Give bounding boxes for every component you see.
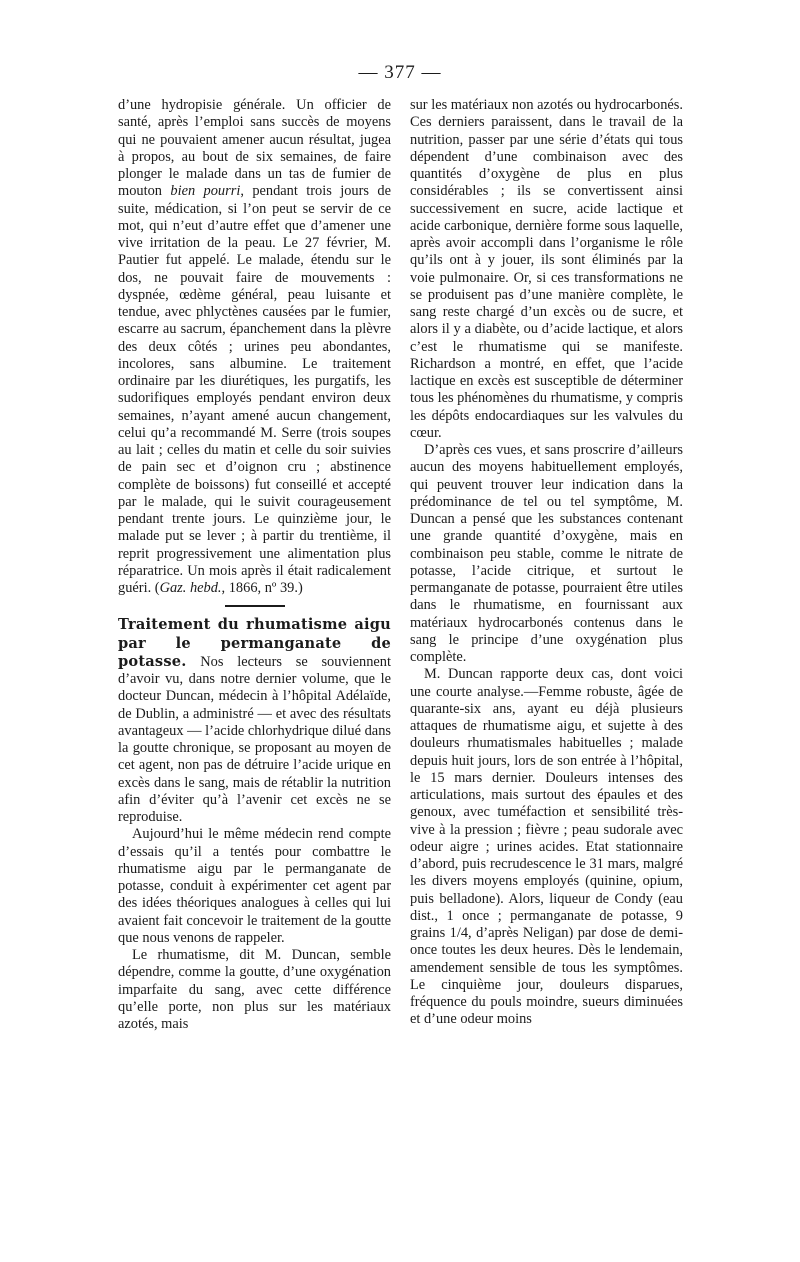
paragraph-hydropisie	[118, 97, 391, 597]
right-column	[410, 97, 683, 1029]
paragraph-cas-clinique: M. Duncan rapporte deux cas, dont voici une courte analyse.—Femme robuste, âgée de quarante-six ans, ayant eu déjà plusieurs attaques de rhumatisme aigu, et sujette à des douleurs rhumatismales habituelles ; malade depuis huit jours, lors de son entrée à l’hôpital, le 15 mars dernier. Douleurs intenses des articulations, mais surtout des épaules et des genoux, avec tuméfaction et sensibilité très-vive à la pression ; fièvre ; peau sudorale avec odeur aigre ; urines acides. Etat stationnaire d’abord, puis recrudescence le 31 mars, malgré les divers moyens employés (quinine, opium, puis belladone). Alors, liqueur de Condy (eau dist., 1 once ; permanganate de potasse, 9 grains 1/4, d’après Neligan) par dose de demi-once toutes les deux heures. Dès le lendemain, amendement sensible de tous les symptômes. Le cinquième jour, douleurs disparues, fréquence du pouls moindre, sueurs diminuées et d’une odeur moins	[410, 666, 683, 1028]
page-number: — 377 —	[358, 62, 442, 83]
citation-journal: Gaz. hebd.	[159, 580, 222, 596]
paragraph-hydrocarbones: sur les matériaux non azotés ou hydrocarbonés. Ces derniers paraissent, dans le travail de la nutrition, passer par une série d’états qui tous dépendent d’une combinaison avec des quantités d’oxygène de plus en plus considérables ; ils se convertissent ainsi successivement en sucre, acide lactique et acide carbonique, dernière forme sous laquelle, après avoir accompli dans l’organisme le rôle qu’ils ont à y jouer, ils sont éliminés par la voie pulmonaire. Or, si ces transformations ne se produisent pas d’une manière complète, le sang reste chargé d’un excès ou de sucre, et alors il y a diabète, ou d’acide lactique, et alors c’est le rhumatisme qui se manifeste. Richardson a montré, en effet, que l’acide lactique en excès est susceptible de déterminer tous les phénomènes du rhumatisme, y compris les dépôts endocardiaques sur les valvules du cœur.	[410, 97, 683, 441]
citation-details: , 1866, nº 39.)	[221, 580, 303, 596]
divider-rule	[225, 605, 285, 607]
paragraph-text: Nos lecteurs se souviennent d’avoir vu, dans notre dernier volume, que le docteur Duncan, médecin à l’hôpital Adélaïde, de Dublin, a administré — et avec des résultats avantageux — l’acide chlorhydrique dilué dans la goutte chronique, se proposant au moyen de cet agent, non pas de détruire l’acide urique en excès dans le sang, mais de rétablir la nutrition afin d’éviter qu’à l’avenir cet excès ne se reproduise.	[118, 653, 391, 825]
section-heading: Traitement du rhumatisme aigu par le permanganate de potasse.	[118, 616, 391, 670]
italic-phrase: bien pourri	[170, 183, 241, 200]
section-divider	[118, 605, 391, 607]
paragraph-dapres: D’après ces vues, et sans proscrire d’ailleurs aucun des moyens habituellement employés, qui peuvent trouver leur indication dans la prédominance de tel ou tel symptôme, M. Duncan a pensé que les substances contenant une grande quantité d’oxygène, mais en combinaison peu stable, comme le nitrate de potasse, l’acide citrique, et surtout le permanganate de potasse, pourraient être utiles dans le rhumatisme, en fournissant aux matériaux hydrocarbonés contenus dans le sang le principe d’une oxygénation plus complète.	[410, 442, 683, 665]
left-column	[118, 97, 391, 1033]
paragraph-text: , pendant trois jours de suite, médication, si l’on peut se servir de ce mot, qui n’eut d’autre effet que d’amener une vive irritation de la peau. Le 27 février, M. Pautier fut appelé. Le malade, étendu sur le dos, ne pouvait faire de mouvements : dyspnée, œdème général, peau luisante et tendue, avec phlyctènes causées par le fumier, escarre au sacrum, épanchement dans la plèvre des deux côtés ; urines peu abondantes, incolores, sans albumine. Le traitement ordinaire par les diurétiques, les purgatifs, les sudorifiques employés pendant environ deux semaines, n’ayant amené aucun changement, celui qu’a recommandé M. Serre (trois soupes au lait ; celles du matin et celle du soir suivies de pain sec et d’oignon cru ; abstinence complète de boissons) fut conseillé et accepté par le malade, qui le suivit courageusement pendant trente jours. Le quinzième jour, le malade put se lever ; à partir du trentième, il reprit progressivement une alimentation plus réparatrice. Un mois après il était radicalement guéri. (	[118, 183, 391, 596]
paragraph-rhumatisme: Le rhumatisme, dit M. Duncan, semble dépendre, comme la goutte, d’une oxygénation imparfaite du sang, avec cette différence qu’elle porte, non plus sur les matériaux azotés, mais	[118, 947, 391, 1032]
paragraph-aujourdhui: Aujourd’hui le même médecin rend compte d’essais qu’il a tentés pour combattre le rhumatisme aigu par le permanganate de potasse, conduit à expérimenter cet agent par des idées théoriques analogues à celles qui lui avaient fait concevoir le traitement de la goutte que nous venons de rappeler.	[118, 826, 391, 946]
paragraph-section-intro	[118, 616, 391, 826]
paragraph-text: d’une hydropisie générale. Un officier de santé, après l’emploi sans succès de moyens qui ne pouvaient amener aucun résultat, jugea à propos, au bout de six semaines, de faire plonger le malade dans un tas de fumier de mouton	[118, 97, 391, 200]
